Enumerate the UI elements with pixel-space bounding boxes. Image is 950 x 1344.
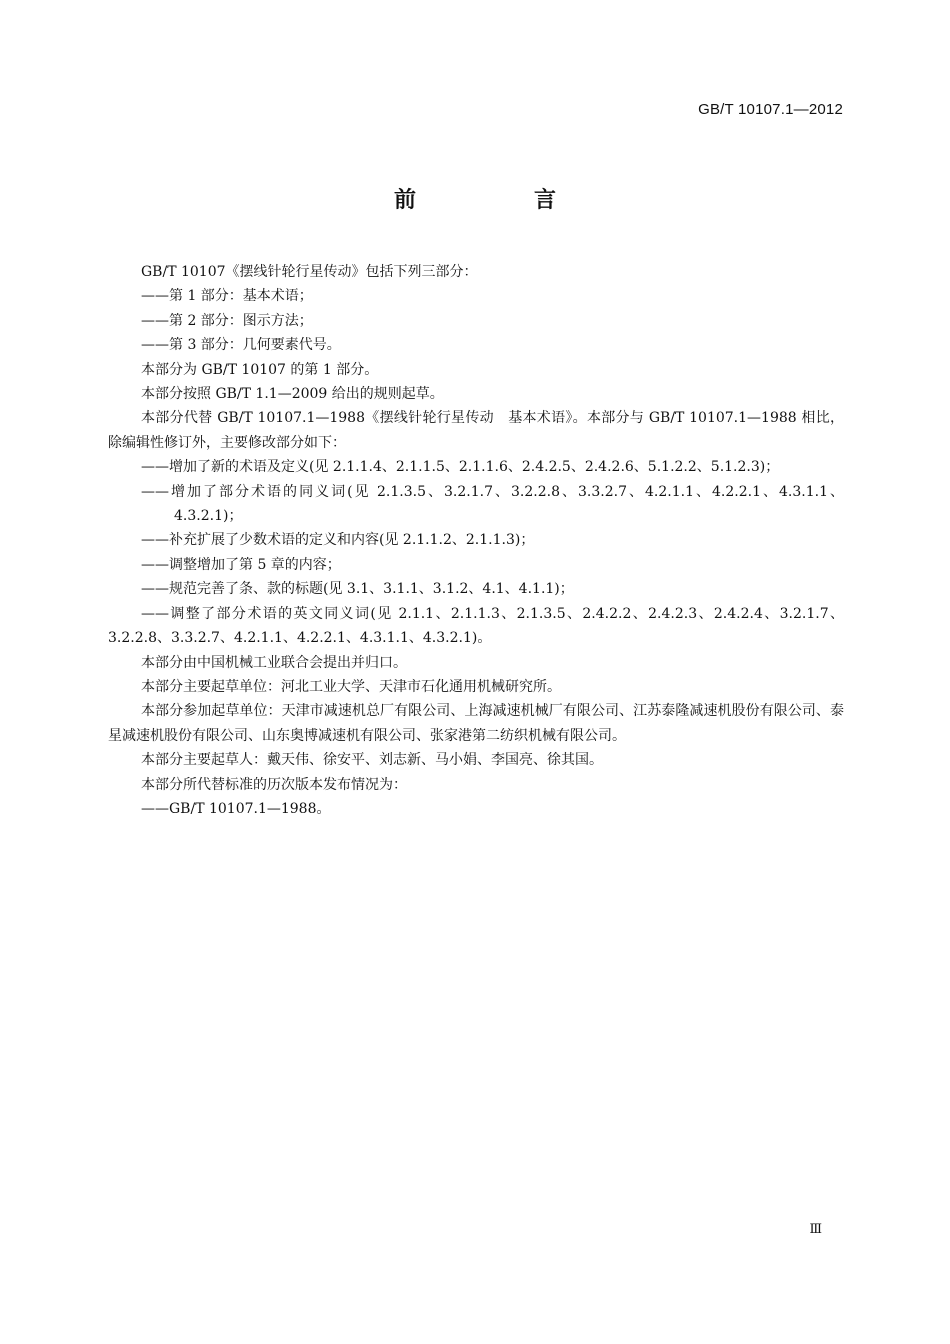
list-item: ——增加了新的术语及定义(见 2.1.1.4、2.1.1.5、2.1.1.6、2.4.2.5、2.4.2.6、5.1.2.2、5.1.2.3)； <box>141 459 780 476</box>
paragraph: 本部分为 GB/T 10107 的第 1 部分。 <box>141 361 379 378</box>
paragraph: 本部分所代替标准的历次版本发布情况为： <box>141 776 407 793</box>
list-item: ——第 3 部分：几何要素代号。 <box>141 337 341 354</box>
paragraph: 本部分由中国机械工业联合会提出并归口。 <box>141 654 407 671</box>
page-title: 前 言 <box>393 188 604 213</box>
paragraph-intro: GB/T 10107《摆线针轮行星传动》包括下列三部分： <box>141 264 478 280</box>
list-item: ——补充扩展了少数术语的定义和内容(见 2.1.1.2、2.1.1.3)； <box>141 532 535 549</box>
document-body <box>108 260 844 821</box>
paragraph: 本部分主要起草人：戴天伟、徐安平、刘志新、马小娟、李国亮、徐其国。 <box>141 752 603 769</box>
paragraph: 本部分按照 GB/T 1.1—2009 给出的规则起草。 <box>141 386 444 403</box>
list-item: ——GB/T 10107.1—1988。 <box>141 800 331 817</box>
list-item: ——调整增加了第 5 章的内容； <box>141 556 341 573</box>
list-item: ——规范完善了条、款的标题(见 3.1、3.1.1、3.1.2、4.1、4.1.1)； <box>141 581 574 598</box>
page-number: Ⅲ <box>809 1222 822 1237</box>
list-item: ——增加了部分术语的同义词(见 2.1.3.5、3.2.1.7、3.2.2.8、3.3.2.7、4.2.1.1、4.2.2.1、4.3.1.1、4.3.2.1)； <box>141 483 844 525</box>
list-item: ——第 1 部分：基本术语； <box>141 288 313 305</box>
paragraph: 本部分主要起草单位：河北工业大学、天津市石化通用机械研究所。 <box>141 678 561 695</box>
paragraph: 本部分参加起草单位：天津市减速机总厂有限公司、上海减速机械厂有限公司、江苏泰隆减速机股份有限公司、泰星减速机股份有限公司、山东奥博减速机有限公司、张家港第二纺织机械有限公司。 <box>108 703 844 744</box>
paragraph-replacement: 本部分代替 GB/T 10107.1—1988《摆线针轮行星传动 基本术语》。本部分与 GB/T 10107.1—1988 相比，除编辑性修订外，主要修改部分如下： <box>108 410 844 451</box>
list-item: ——调整了部分术语的英文同义词(见 2.1.1、2.1.1.3、2.1.3.5、2.4.2.2、2.4.2.3、2.4.2.4、3.2.1.7、3.2.2.8、3.3.2.7、4.2.1.1、4.2.2.1、4.3.1.1、4.3.2.1)。 <box>108 605 844 647</box>
standard-code: GB/T 10107.1—2012 <box>698 101 843 118</box>
list-item: ——第 2 部分：图示方法； <box>141 312 313 329</box>
